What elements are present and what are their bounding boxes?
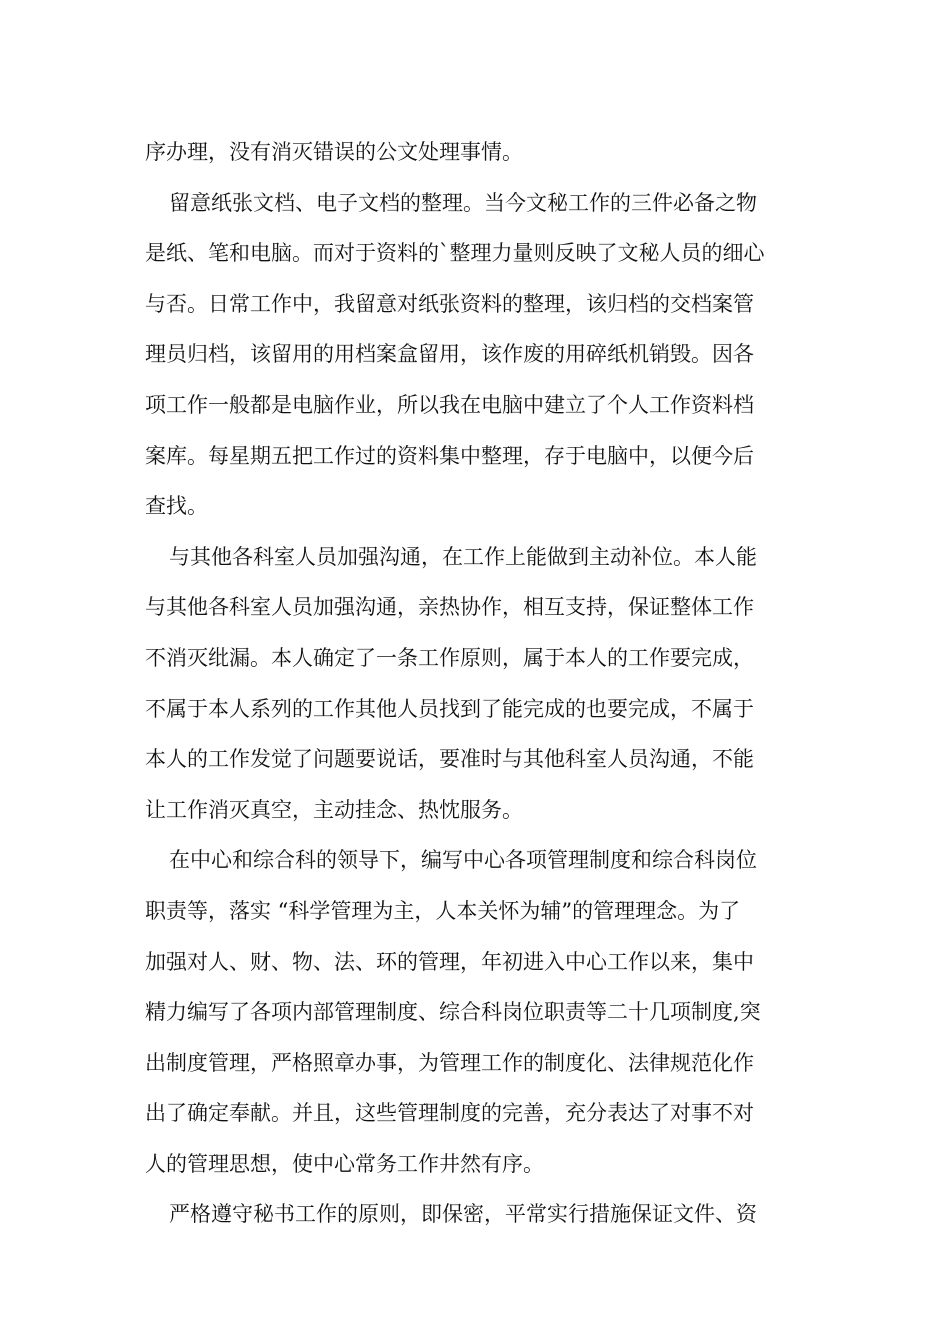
text-line: 加强对人、财、物、法、环的管理，年初进入中心工作以来，集中	[145, 949, 754, 974]
text-line: 案库。每星期五把工作过的资料集中整理，存于电脑中，以便今后	[145, 443, 754, 468]
text-line: 不属于本人系列的工作其他人员找到了能完成的也要完成，不属于	[145, 696, 754, 721]
paragraph-start-line: 在中心和综合科的领导下，编写中心各项管理制度和综合科岗位	[169, 848, 757, 873]
text-line: 与否。日常工作中，我留意对纸张资料的整理，该归档的交档案管	[145, 291, 754, 316]
paragraph-start-line: 留意纸张文档、电子文档的整理。当今文秘工作的三件必备之物	[169, 190, 757, 215]
text-line: 项工作一般都是电脑作业，所以我在电脑中建立了个人工作资料档	[145, 392, 754, 417]
text-line: 理员归档，该留用的用档案盒留用，该作废的用碎纸机销毁。因各	[145, 342, 754, 367]
text-line: 是纸、笔和电脑。而对于资料的`整理力量则反映了文秘人员的细心	[145, 241, 765, 266]
text-line: 查找。	[145, 494, 208, 519]
text-line: 让工作消灭真空，主动挂念、热忱服务。	[145, 797, 523, 822]
text-line: 出制度管理，严格照章办事，为管理工作的制度化、法律规范化作	[145, 1050, 754, 1075]
text-line: 与其他各科室人员加强沟通，亲热协作，相互支持，保证整体工作	[145, 595, 754, 620]
body-text	[145, 127, 810, 1240]
text-line: 人的管理思想，使中心常务工作井然有序。	[145, 1151, 544, 1176]
text-line: 序办理，没有消灭错误的公文处理事情。	[145, 140, 523, 164]
text-line: 本人的工作发觉了问题要说话，要准时与其他科室人员沟通，不能	[145, 747, 754, 772]
text-line: 不消灭纰漏。本人确定了一条工作原则，属于本人的工作要完成，	[145, 645, 754, 670]
text-line: 精力编写了各项内部管理制度、综合科岗位职责等二十几项制度,突	[145, 1000, 761, 1025]
text-line: 职责等，落实 “科学管理为主，人本关怀为辅”的管理理念。为了	[145, 898, 741, 923]
text-line: 出了确定奉献。并且，这些管理制度的完善，充分表达了对事不对	[145, 1101, 754, 1126]
paragraph-start-line: 与其他各科室人员加强沟通，在工作上能做到主动补位。本人能	[169, 544, 757, 569]
paragraph-start-line: 严格遵守秘书工作的原则，即保密，平常实行措施保证文件、资	[169, 1202, 757, 1227]
